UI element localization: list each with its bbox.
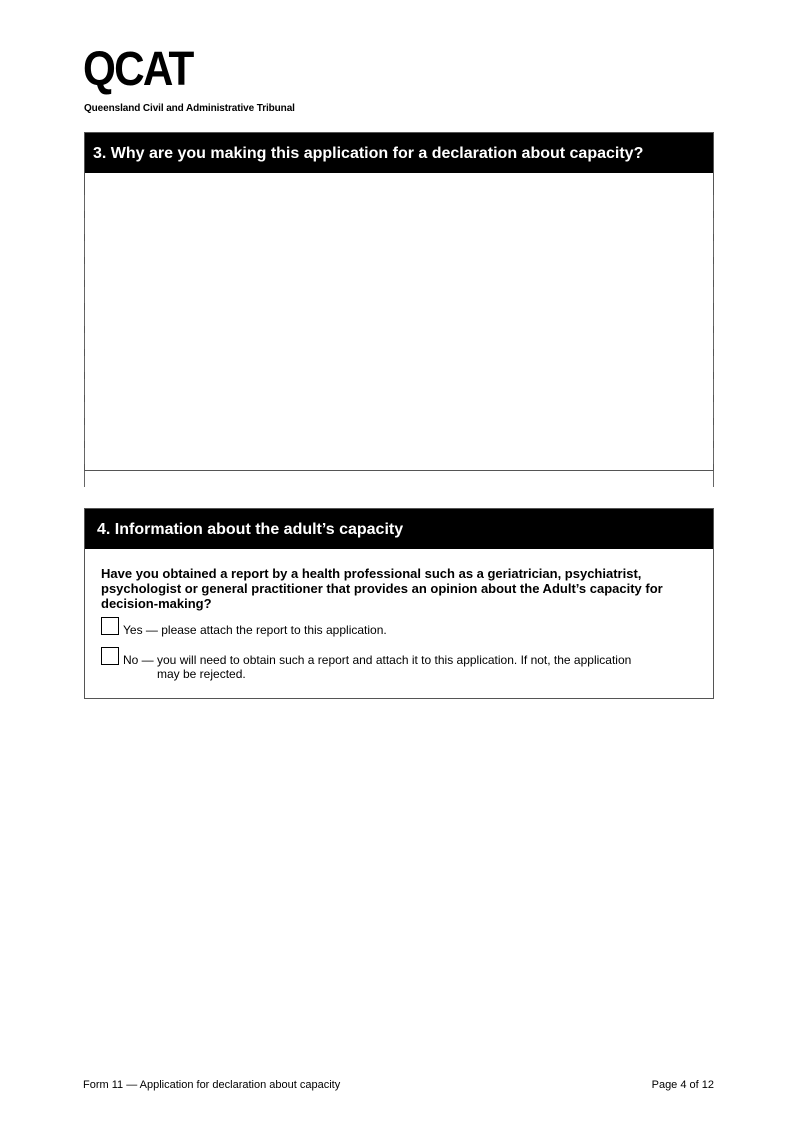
section-3: [84, 132, 714, 471]
answer-line-tick: [713, 356, 714, 372]
no-checkbox[interactable]: [101, 647, 119, 665]
answer-line-tick: [713, 310, 714, 326]
answer-line-tick: [713, 402, 714, 418]
qcat-logo: QCAT: [83, 43, 193, 96]
footer-page-number: Page 4 of 12: [651, 1079, 714, 1091]
answer-line-tick: [84, 471, 85, 487]
footer-form-title: Form 11 — Application for declaration about capacity: [83, 1079, 341, 1091]
answer-line-tick: [713, 471, 714, 487]
answer-line-tick: [84, 379, 85, 395]
yes-checkbox[interactable]: [101, 617, 119, 635]
section-4-heading: 4. Information about the adult’s capacity: [85, 509, 713, 549]
answer-line-tick: [84, 425, 85, 441]
answer-line-tick: [84, 333, 85, 349]
answer-line-tick: [713, 264, 714, 280]
answer-line-tick: [84, 356, 85, 372]
option-no-continuation: may be rejected.: [157, 667, 246, 681]
answer-line-tick: [713, 241, 714, 257]
answer-line-tick: [84, 402, 85, 418]
option-no-label: No — you will need to obtain such a report and attach it to this application. If not, the application: [123, 653, 632, 667]
answer-line-tick: [84, 241, 85, 257]
answer-line-tick: [713, 379, 714, 395]
answer-line-tick: [84, 218, 85, 234]
answer-line-tick: [713, 218, 714, 234]
option-yes-label: Yes — please attach the report to this application.: [123, 623, 387, 637]
answer-line-tick: [713, 425, 714, 441]
answer-line-tick: [84, 264, 85, 280]
section-4: [84, 508, 714, 699]
answer-line-tick: [84, 287, 85, 303]
report-question: Have you obtained a report by a health professional such as a geriatrician, psychiatrist, psychologist or general practitioner that provides an opinion about the Adult’s capacity for decision-making?: [101, 566, 663, 611]
answer-line-tick: [713, 333, 714, 349]
answer-line-tick: [84, 448, 85, 464]
answer-line-tick: [84, 195, 85, 211]
section-3-heading: 3. Why are you making this application for a declaration about capacity?: [85, 133, 713, 173]
answer-line-tick: [713, 448, 714, 464]
answer-line-tick: [84, 310, 85, 326]
organisation-name: Queensland Civil and Administrative Tribunal: [84, 103, 295, 114]
reason-answer-box[interactable]: [85, 173, 713, 470]
answer-line-tick: [713, 287, 714, 303]
answer-line-tick: [713, 195, 714, 211]
